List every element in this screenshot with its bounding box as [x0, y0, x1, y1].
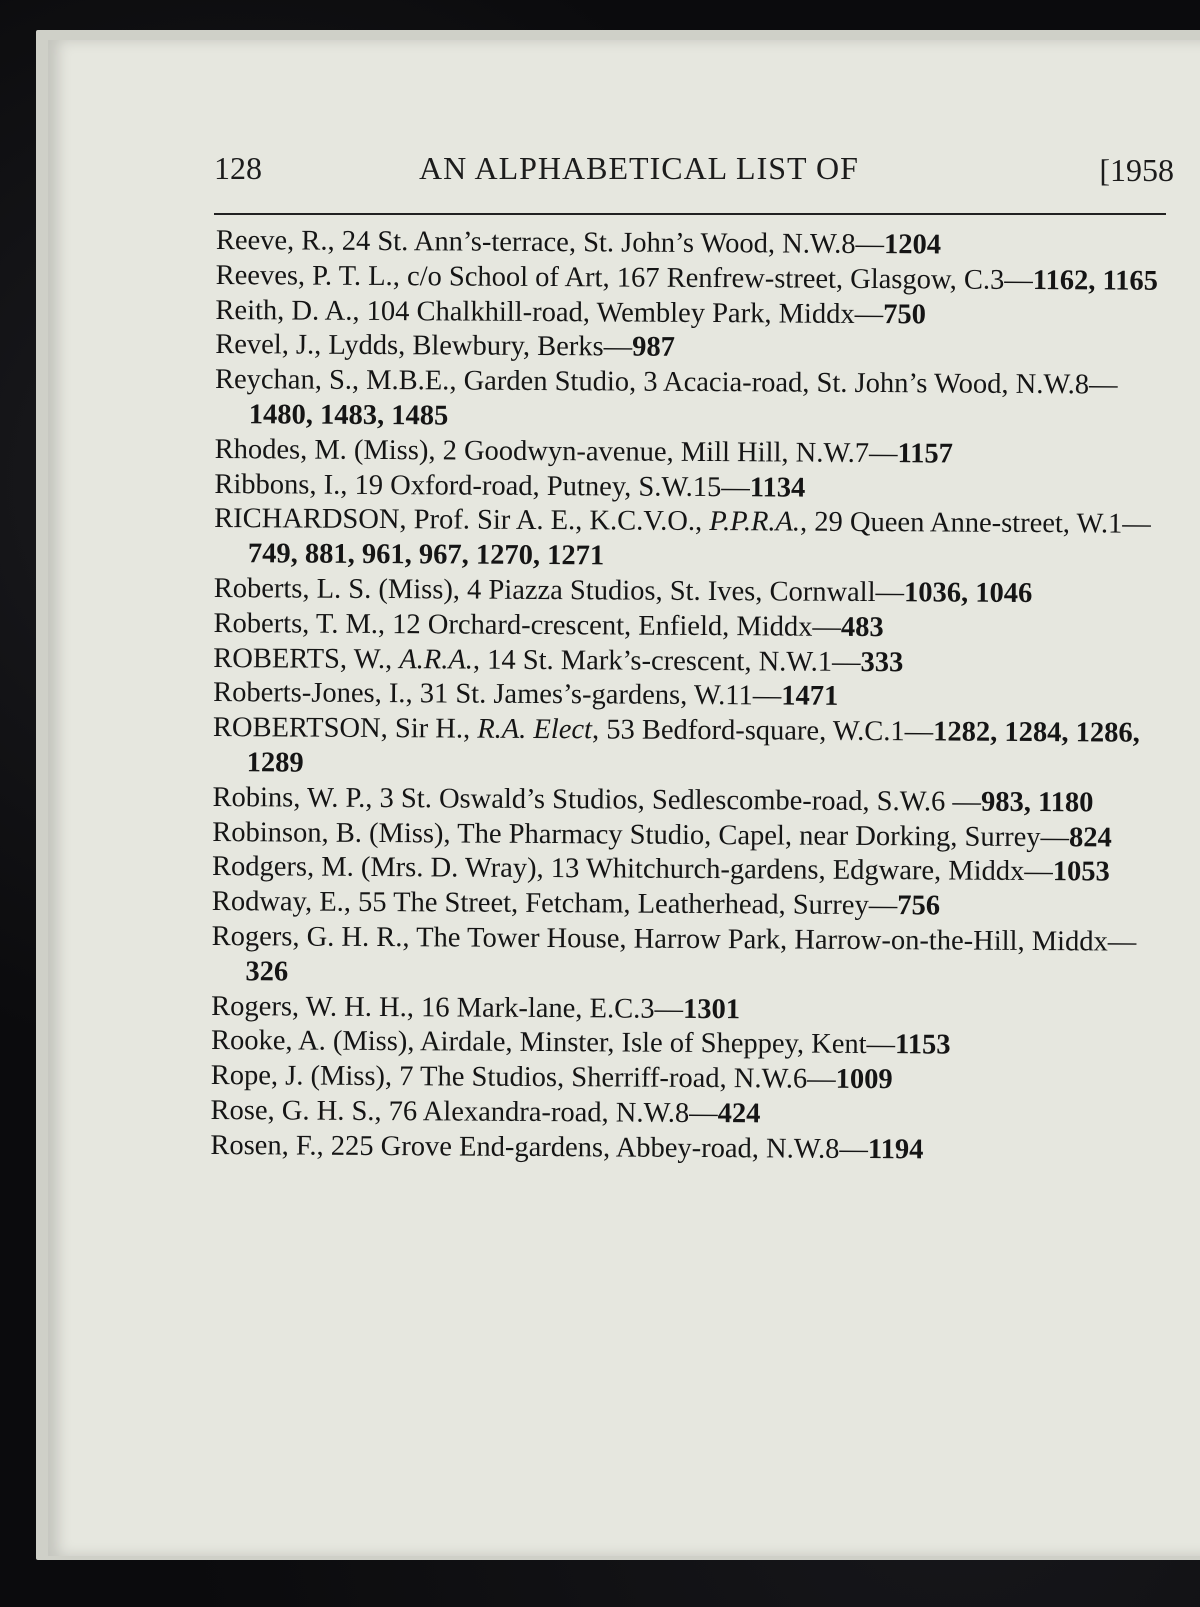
entry-name: Rhodes, M. (Miss): [214, 433, 429, 467]
entry-catalogue-numbers: 333: [860, 646, 904, 678]
entry-name: Rosen, F.: [210, 1129, 317, 1162]
entry-address: , 31 St. James’s-gardens, W.11—: [405, 678, 782, 712]
page-title: AN ALPHABETICAL LIST OF: [419, 150, 859, 186]
entry-address: , 2 Goodwyn-avenue, Mill Hill, N.W.7—: [428, 435, 898, 469]
entry-catalogue-numbers: 749, 881, 961, 967, 1270, 1271: [247, 538, 605, 572]
page-number: 128: [214, 150, 262, 186]
entry-address: , 53 Bedford-square, W.C.1—: [591, 714, 934, 748]
entry-address: , 13 Whitchurch-gardens, Edgware, Middx—: [536, 853, 1053, 888]
entry-address: , 3 St. Oswald’s Studios, Sedlescombe-road, S.W.6 —: [365, 782, 982, 818]
entry-name: Reith, D. A.: [215, 294, 353, 327]
entry-catalogue-numbers: 1157: [897, 437, 954, 470]
entry-catalogue-numbers: 824: [1068, 821, 1112, 854]
list-item: [212, 781, 1172, 822]
list-item: [210, 1129, 1170, 1170]
entry-catalogue-numbers: 1282, 1284, 1286, 1289: [246, 716, 1140, 779]
entry-title: P.P.R.A.: [709, 506, 801, 538]
entry-name: ROBERTSON, Sir H.,: [212, 712, 478, 745]
list-item: [215, 363, 1175, 438]
entry-address: , 55 The Street, Fetcham, Leatherhead, Surrey—: [343, 886, 898, 922]
list-item: [212, 885, 1172, 926]
entry-name: Roberts, L. S. (Miss): [213, 572, 453, 606]
list-item: [213, 676, 1173, 717]
entry-name: Reeve, R.: [215, 224, 328, 257]
entry-catalogue-numbers: 1480, 1483, 1485: [248, 399, 449, 432]
entry-list: [210, 224, 1176, 1169]
entry-catalogue-numbers: 983, 1180: [980, 786, 1094, 819]
entry-catalogue-numbers: 1153: [894, 1029, 951, 1061]
list-item: [215, 433, 1175, 474]
entry-address: , Lydds, Blewbury, Berks—: [314, 329, 633, 363]
entry-catalogue-numbers: 326: [245, 955, 289, 988]
entry-name: Rooke, A. (Miss): [210, 1025, 408, 1058]
entry-catalogue-numbers: 483: [840, 611, 884, 643]
list-item: [211, 920, 1171, 995]
entry-name: Rose, G. H. S.: [210, 1094, 375, 1127]
entry-address: , 7 The Studios, Sherriff-road, N.W.6—: [384, 1061, 836, 1095]
entry-address: , 225 Grove End-gardens, Abbey-road, N.W.8—: [316, 1130, 869, 1165]
list-item: [212, 850, 1172, 891]
entry-address: , 14 St. Mark’s-crescent, N.W.1—: [472, 644, 861, 678]
entry-address: , Airdale, Minster, Isle of Sheppey, Kent—: [407, 1026, 896, 1061]
entry-title: R.A. Elect: [477, 713, 593, 746]
entry-catalogue-numbers: 424: [717, 1098, 761, 1130]
entry-name: ROBERTS, W.,: [213, 642, 400, 675]
entry-catalogue-numbers: 1036, 1046: [903, 577, 1033, 609]
entry-address: , 29 Queen Anne-street, W.1—: [800, 506, 1151, 541]
list-item: [210, 1094, 1170, 1135]
header-rule: [214, 213, 1166, 215]
list-item: [215, 294, 1175, 335]
entry-name: Rogers, W. H. H.: [211, 990, 407, 1023]
entry-catalogue-numbers: 1471: [781, 680, 839, 713]
list-item: [211, 990, 1171, 1031]
entry-name: Roberts, T. M.: [213, 607, 379, 640]
list-item: [213, 711, 1173, 786]
list-item: [214, 502, 1174, 577]
entry-address: , 104 Chalkhill-road, Wembley Park, Middx—: [352, 295, 884, 330]
entry-catalogue-numbers: 1204: [884, 229, 942, 261]
entry-title: A.R.A.: [399, 643, 474, 676]
list-item: [211, 1024, 1171, 1065]
entry-name: Reeves, P. T. L.: [215, 259, 393, 292]
entry-name: Roberts-Jones, I.: [213, 677, 406, 710]
entry-catalogue-numbers: 1053: [1052, 856, 1110, 888]
year-label: [1958: [1099, 152, 1174, 188]
list-item: [215, 328, 1175, 369]
list-item: [213, 642, 1173, 683]
entry-address: , 16 Mark-lane, E.C.3—: [406, 991, 684, 1025]
entry-name: Robins, W. P.: [212, 781, 366, 814]
entry-name: Revel, J.: [215, 329, 315, 361]
list-item: [216, 259, 1176, 300]
list-item: [216, 224, 1176, 265]
list-item: [213, 607, 1173, 648]
running-header: [214, 150, 1174, 194]
entry-address: , 4 Piazza Studios, St. Ives, Cornwall—: [452, 574, 905, 609]
entry-name: Rodgers, M. (Mrs. D. Wray): [211, 851, 537, 885]
entry-name: Rodway, E.: [211, 886, 344, 918]
entry-address: , The Pharmacy Studio, Capel, near Dorking, Surrey—: [443, 817, 1070, 853]
entry-catalogue-numbers: 1162, 1165: [1032, 264, 1159, 297]
entry-address: , 19 Oxford-road, Putney, S.W.15—: [340, 469, 750, 503]
entry-address: , c/o School of Art, 167 Renfrew-street, Glasgow, C.3—: [392, 260, 1033, 296]
entry-name: Ribbons, I.: [214, 468, 341, 501]
entry-name: Reychan, S., M.B.E.: [214, 364, 450, 397]
entry-catalogue-numbers: 750: [883, 298, 926, 330]
entry-name: RICHARDSON, Prof. Sir A. E., K.C.V.O.,: [214, 503, 710, 538]
list-item: [211, 1059, 1171, 1100]
entry-address: , 24 St. Ann’s-terrace, St. John’s Wood, N.W.8—: [327, 225, 885, 261]
entry-catalogue-numbers: 1301: [682, 993, 741, 1025]
entry-name: Rope, J. (Miss): [210, 1060, 386, 1093]
entry-address: , The Tower House, Harrow Park, Harrow-on-the-Hill, Middx—: [402, 922, 1137, 958]
entry-catalogue-numbers: 1134: [749, 471, 806, 504]
entry-catalogue-numbers: 756: [897, 890, 941, 922]
entry-address: , 12 Orchard-crescent, Enfield, Middx—: [377, 608, 842, 643]
entry-name: Robinson, B. (Miss): [212, 816, 444, 849]
entry-name: Rogers, G. H. R.: [211, 920, 403, 954]
list-item: [214, 572, 1174, 613]
entry-catalogue-numbers: 1194: [867, 1133, 924, 1166]
entry-catalogue-numbers: 1009: [835, 1063, 893, 1096]
entry-address: , 76 Alexandra-road, N.W.8—: [374, 1095, 718, 1130]
list-item: [212, 816, 1172, 857]
list-item: [214, 468, 1174, 509]
entry-catalogue-numbers: 987: [632, 331, 676, 364]
entry-address: , Garden Studio, 3 Acacia-road, St. John’s Wood, N.W.8—: [449, 365, 1118, 401]
